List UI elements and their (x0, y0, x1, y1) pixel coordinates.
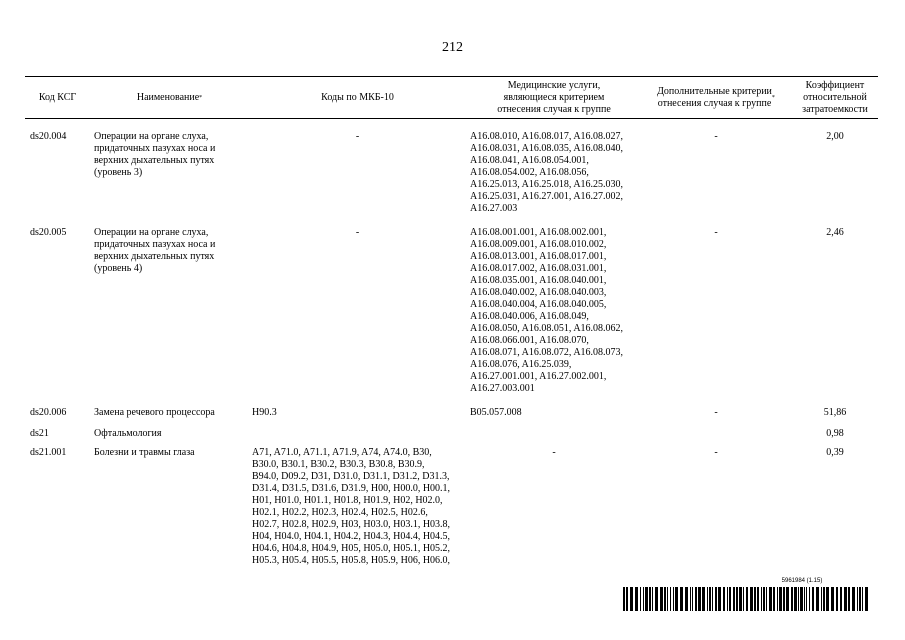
row-code: ds21.001 (30, 447, 67, 458)
row-coef: 51,86 (823, 407, 847, 418)
row-mkb: - (355, 131, 360, 142)
header-additional: Дополнительные критерии отнесения случая к группе * (657, 86, 775, 109)
row-code: ds20.005 (30, 227, 67, 238)
table-header-rule (25, 118, 878, 119)
barcode-image (623, 587, 868, 611)
row-additional: - (714, 447, 718, 458)
row-coef: 0,98 (826, 428, 844, 439)
row-coef: 2,46 (826, 227, 844, 238)
row-services: - (552, 447, 556, 458)
row-code: ds20.004 (30, 131, 67, 142)
row-additional: - (714, 407, 718, 418)
table-top-rule (25, 76, 878, 77)
row-additional: - (714, 227, 718, 238)
header-name: Наименование * (136, 92, 203, 103)
row-coef: 2,00 (826, 131, 844, 142)
row-code: ds20.006 (30, 407, 67, 418)
row-coef: 0,39 (826, 447, 844, 458)
row-name: Операции на органе слуха, придаточных пазухах носа и верхних дыхательных путях (уровень 4) (94, 227, 216, 274)
header-coef: Коэффициент относительной затратоемкости (802, 80, 868, 115)
row-name: Операции на органе слуха, придаточных пазухах носа и верхних дыхательных путях (уровень 3) (94, 131, 216, 178)
row-name: Замена речевого процессора (94, 407, 215, 418)
header-services: Медицинские услуги, являющиеся критерием отнесения случая к группе (497, 80, 611, 115)
header-code: Код КСГ (38, 92, 77, 103)
page-number: 212 (442, 40, 463, 55)
row-services: A16.08.010, A16.08.017, A16.08.027, A16.08.031, A16.08.035, A16.08.040, A16.08.041, A16.08.054.001, A16.08.054.002, A16.08.056, A16.25.013, A16.25.018, A16.25.030, A16.25.031, A16.27.001, A16.27.002, A16.27.003 (470, 131, 624, 214)
barcode-caption: 5961984 (1.15) (781, 578, 823, 584)
row-code: ds21 (30, 428, 49, 439)
row-name: Офтальмология (94, 428, 162, 439)
row-mkb: A71, A71.0, A71.1, A71.9, A74, A74.0, B30, B30.0, B30.1, B30.2, B30.3, B30.8, B30.9, B94.0, D09.2, D31, D31.0, D31.1, D31.2, D31.3, D31.4, D31.5, D31.6, D31.9, H00, H00.0, H00.1, H01, H01.0, H01.1, H01.8, H01.9, H02, H02.0, H02.1, H02.2, H02.3, H02.4, H02.5, H02.6, H02.7, H02.8, H02.9, H03, H03.0, H03.1, H03.8, H04, H04.0, H04.1, H04.2, H04.3, H04.4, H04.5, H04.6, H04.8, H04.9, H05, H05.0, H05.1, H05.2, H05.3, H05.4, H05.5, H05.8, H05.9, H06, H06.0, (252, 447, 451, 566)
row-name: Болезни и травмы глаза (94, 447, 195, 458)
row-services: B05.057.008 (470, 407, 522, 418)
row-mkb: H90.3 (252, 407, 277, 418)
row-mkb: - (355, 227, 360, 238)
header-mkb: Коды по МКБ-10 (321, 92, 394, 103)
row-additional: - (714, 131, 718, 142)
row-services: A16.08.001.001, A16.08.002.001, A16.08.009.001, A16.08.010.002, A16.08.013.001, A16.08.017.001, A16.08.017.002, A16.08.031.001, A16.08.035.001, A16.08.040.001, A16.08.040.002, A16.08.040.003, A16.08.040.004, A16.08.040.005, A16.08.040.006, A16.08.049, A16.08.050, A16.08.051, A16.08.062, A16.08.066.001, A16.08.070, A16.08.071, A16.08.072, A16.08.073, A16.08.076, A16.25.039, A16.27.001.001, A16.27.002.001, A16.27.003.001 (470, 227, 624, 394)
